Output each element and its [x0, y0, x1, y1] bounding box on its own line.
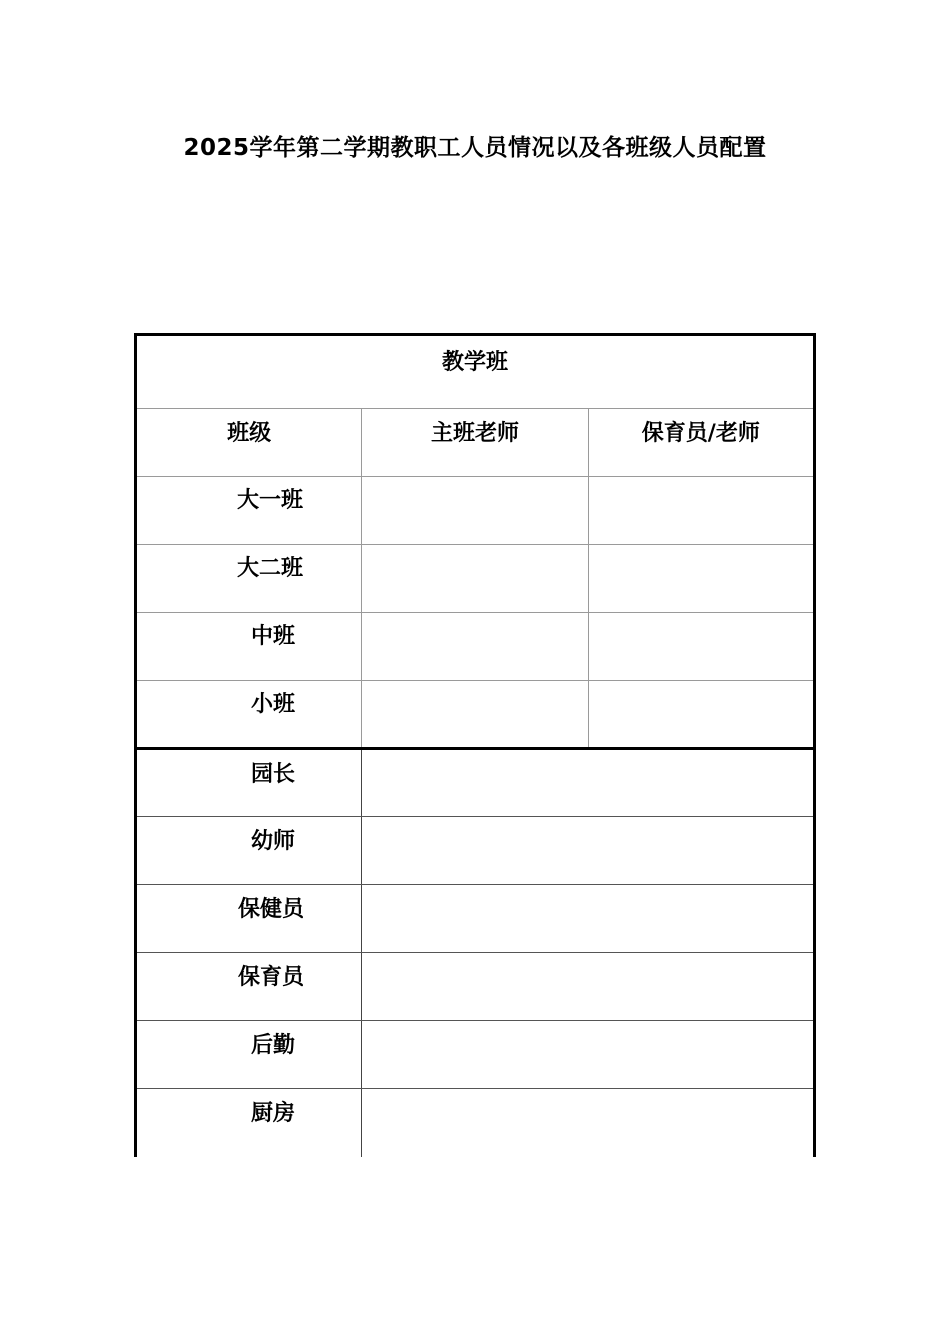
staff-role-cell: 后勤	[136, 1021, 362, 1089]
staff-allocation-table	[134, 333, 816, 1157]
table-row	[136, 817, 815, 885]
staff-value-cell[interactable]	[362, 1089, 815, 1157]
table-header-row	[136, 409, 815, 477]
staff-role-cell: 保健员	[136, 885, 362, 953]
staff-role-cell: 园长	[136, 749, 362, 817]
staff-value-cell[interactable]	[362, 817, 815, 885]
staff-role-cell: 厨房	[136, 1089, 362, 1157]
banner-label: 教学班	[441, 350, 508, 375]
class-name-cell: 中班	[136, 613, 362, 681]
head-teacher-cell[interactable]	[362, 477, 588, 545]
staff-value-cell[interactable]	[362, 1021, 815, 1089]
head-teacher-cell[interactable]	[362, 613, 588, 681]
staff-value-cell[interactable]	[362, 885, 815, 953]
table-row	[136, 1021, 815, 1089]
assistant-cell[interactable]	[588, 681, 814, 749]
table-row	[136, 545, 815, 613]
assistant-cell[interactable]	[588, 613, 814, 681]
table-row	[136, 477, 815, 545]
header-assistant: 保育员/老师	[588, 409, 814, 477]
page-title: 2025学年第二学期教职工人员情况以及各班级人员配置	[183, 135, 767, 161]
class-name-cell: 小班	[136, 681, 362, 749]
staff-value-cell[interactable]	[362, 953, 815, 1021]
head-teacher-cell[interactable]	[362, 545, 588, 613]
banner-cell	[136, 335, 815, 409]
table-row	[136, 1089, 815, 1157]
assistant-cell[interactable]	[588, 545, 814, 613]
staff-role-cell: 保育员	[136, 953, 362, 1021]
table-row	[136, 885, 815, 953]
table-row	[136, 953, 815, 1021]
class-name-cell: 大二班	[136, 545, 362, 613]
table-banner-row	[136, 335, 815, 409]
header-head-teacher: 主班老师	[362, 409, 588, 477]
staff-role-cell: 幼师	[136, 817, 362, 885]
table-row	[136, 749, 815, 817]
assistant-cell[interactable]	[588, 477, 814, 545]
table-row	[136, 613, 815, 681]
staff-value-cell[interactable]	[362, 749, 815, 817]
class-name-cell: 大一班	[136, 477, 362, 545]
head-teacher-cell[interactable]	[362, 681, 588, 749]
table-row	[136, 681, 815, 749]
header-class: 班级	[136, 409, 362, 477]
